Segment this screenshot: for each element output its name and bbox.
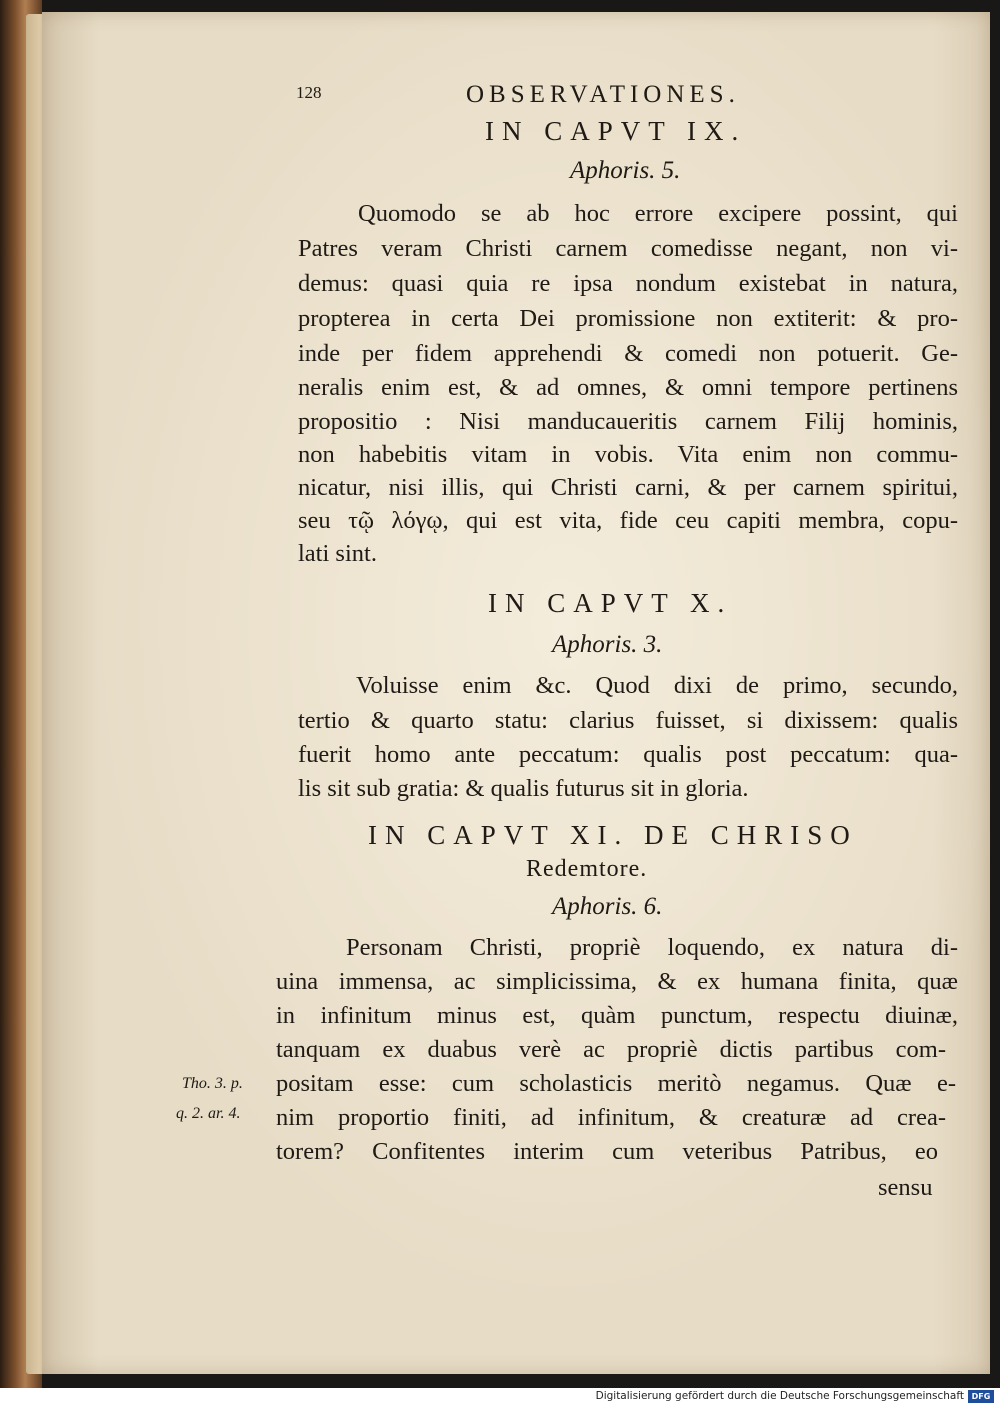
text-line: propterea in certa Dei promissione non extiterit: & pro- — [298, 307, 958, 332]
text-line: tertio & quarto statu: clarius fuisset, si dixissem: qualis — [298, 709, 958, 734]
text-line: Quomodo se ab hoc errore excipere possint, qui — [358, 202, 958, 227]
text-line: nicatur, nisi illis, qui Christi carni, & per carnem spiritui, — [298, 476, 958, 501]
folio-number: 128 — [296, 83, 322, 102]
text-line: Voluisse enim &c. Quod dixi de primo, secundo, — [356, 674, 958, 699]
text-line: fuerit homo ante peccatum: qualis post peccatum: qua- — [298, 743, 958, 768]
footer-credit: Digitalisierung gefördert durch die Deutsche Forschungsgemeinschaft — [595, 1390, 964, 1402]
margin-note-line: q. 2. ar. 4. — [176, 1105, 241, 1122]
text-line: demus: quasi quia re ipsa nondum existebat in natura, — [298, 272, 958, 297]
text-line: tanquam ex duabus verè ac propriè dictis partibus com- — [276, 1038, 946, 1063]
text-line: neralis enim est, & ad omnes, & omni tempore pertinens — [298, 376, 958, 401]
text-line: torem? Confitentes interim cum veteribus Patribus, eo — [276, 1140, 938, 1165]
text-line: non habebitis vitam in vobis. Vita enim non commu- — [298, 443, 958, 468]
dfg-logo-icon: DFG — [968, 1390, 994, 1403]
text-line: in infinitum minus est, quàm punctum, respectu diuinæ, — [276, 1004, 958, 1029]
text-line: seu τῷ λόγῳ, qui est vita, fide ceu capiti membra, copu- — [298, 509, 958, 534]
aphorism-label-xi: Aphoris. 6. — [552, 893, 663, 920]
digitization-footer — [0, 1388, 1000, 1405]
text-line: inde per fidem apprehendi & comedi non potuerit. Ge- — [298, 342, 958, 367]
margin-note-line: Tho. 3. p. — [182, 1075, 243, 1092]
catchword: sensu — [878, 1174, 933, 1201]
running-head: OBSERVATIONES. — [466, 81, 740, 108]
text-line: Patres veram Christi carnem comedisse negant, non vi- — [298, 237, 958, 262]
text-line: nim proportio finiti, ad infinitum, & creaturæ ad crea- — [276, 1106, 946, 1131]
text-line: propositio : Nisi manducaueritis carnem Filij hominis, — [298, 410, 958, 435]
scanned-page — [42, 12, 990, 1374]
aphorism-label-x: Aphoris. 3. — [552, 631, 663, 658]
chapter-heading-ix: IN CAPVT IX. — [485, 116, 747, 146]
text-line: positam esse: cum scholasticis meritò negamus. Quæ e- — [276, 1072, 956, 1097]
chapter-subheading-xi: Redemtore. — [526, 856, 648, 882]
text-line: lati sint. — [298, 542, 377, 567]
chapter-heading-xi: IN CAPVT XI. DE CHRISO — [368, 820, 858, 850]
aphorism-label-ix: Aphoris. 5. — [570, 157, 681, 184]
text-line: lis sit sub gratia: & qualis futurus sit in gloria. — [298, 777, 749, 802]
text-line: uina immensa, ac simplicissima, & ex humana finita, quæ — [276, 970, 958, 995]
chapter-heading-x: IN CAPVT X. — [488, 588, 733, 618]
text-line: Personam Christi, propriè loquendo, ex natura di- — [346, 936, 958, 961]
